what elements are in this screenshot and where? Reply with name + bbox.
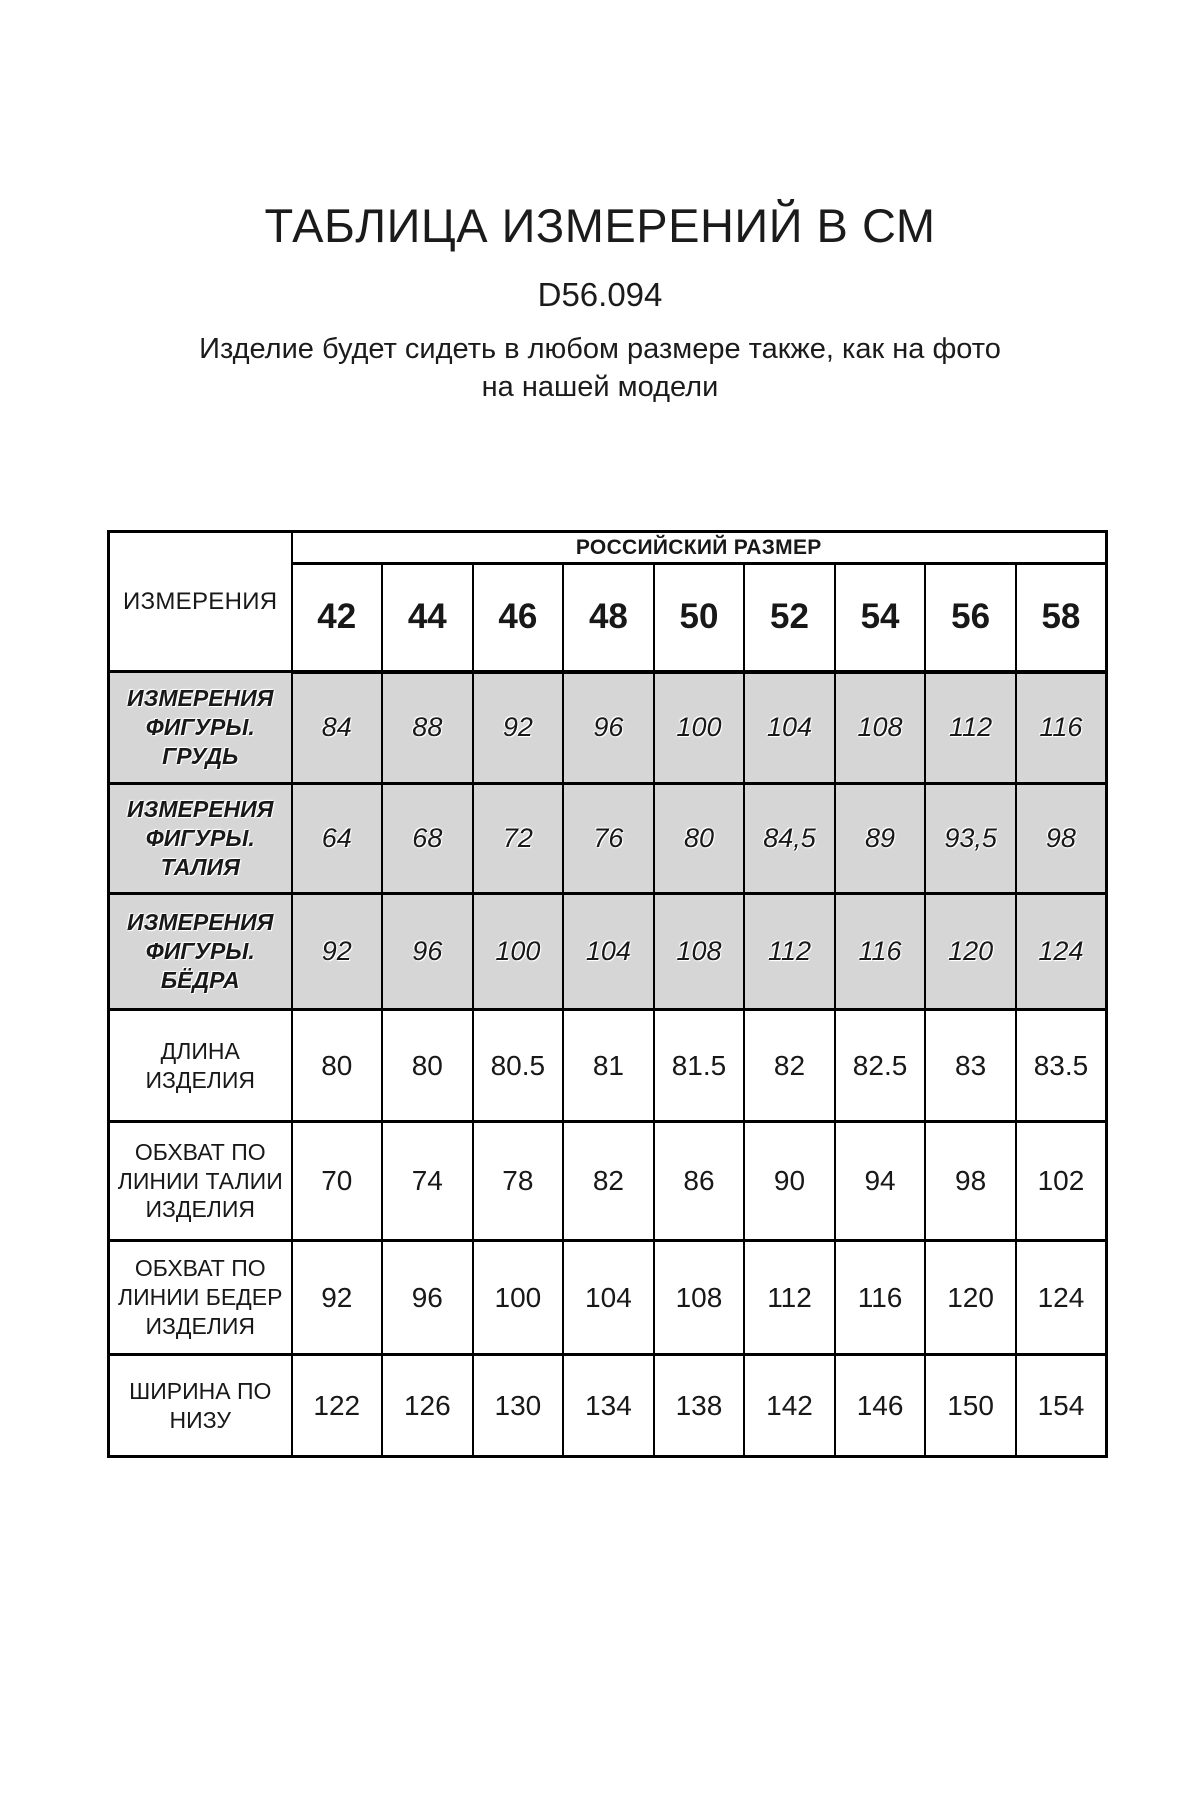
fit-note-text: Изделие будет сидеть в любом размере также, как на фото на нашей модели <box>199 333 1001 404</box>
size-header-44: 44 <box>382 564 473 672</box>
value-cell: 84 <box>292 672 383 784</box>
table-group-header-row <box>109 532 1107 564</box>
value-cell: 78 <box>473 1122 564 1241</box>
value-cell: 104 <box>744 672 835 784</box>
value-cell: 154 <box>1016 1355 1107 1457</box>
value-cell: 100 <box>473 894 564 1010</box>
article-number: D56.094 <box>537 276 663 313</box>
value-cell: 124 <box>1016 894 1107 1010</box>
value-cell: 98 <box>1016 784 1107 894</box>
value-cell: 146 <box>835 1355 926 1457</box>
value-cell: 94 <box>835 1122 926 1241</box>
value-cell: 126 <box>382 1355 473 1457</box>
value-cell: 64 <box>292 784 383 894</box>
russian-size-group-header: РОССИЙСКИЙ РАЗМЕР <box>292 532 1107 564</box>
value-cell: 116 <box>835 1241 926 1355</box>
value-cell: 138 <box>654 1355 745 1457</box>
value-cell: 80 <box>654 784 745 894</box>
size-header-50: 50 <box>654 564 745 672</box>
value-cell: 98 <box>925 1122 1016 1241</box>
value-cell: 82 <box>744 1010 835 1122</box>
row-label: ИЗМЕРЕНИЯ ФИГУРЫ. ТАЛИЯ <box>109 784 292 894</box>
value-cell: 72 <box>473 784 564 894</box>
value-cell: 88 <box>382 672 473 784</box>
value-cell: 134 <box>563 1355 654 1457</box>
value-cell: 89 <box>835 784 926 894</box>
value-cell: 86 <box>654 1122 745 1241</box>
size-header-56: 56 <box>925 564 1016 672</box>
value-cell: 76 <box>563 784 654 894</box>
value-cell: 120 <box>925 1241 1016 1355</box>
value-cell: 124 <box>1016 1241 1107 1355</box>
value-cell: 104 <box>563 1241 654 1355</box>
table-row <box>109 672 1107 784</box>
value-cell: 108 <box>835 672 926 784</box>
value-cell: 93,5 <box>925 784 1016 894</box>
row-label: ОБХВАТ ПО ЛИНИИ БЕДЕР ИЗДЕЛИЯ <box>109 1241 292 1355</box>
value-cell: 82 <box>563 1122 654 1241</box>
value-cell: 116 <box>1016 672 1107 784</box>
row-label: ОБХВАТ ПО ЛИНИИ ТАЛИИ ИЗДЕЛИЯ <box>109 1122 292 1241</box>
value-cell: 82.5 <box>835 1010 926 1122</box>
row-label: ШИРИНА ПО НИЗУ <box>109 1355 292 1457</box>
size-table-container <box>107 530 1108 1458</box>
value-cell: 70 <box>292 1122 383 1241</box>
value-cell: 100 <box>473 1241 564 1355</box>
table-row <box>109 1122 1107 1241</box>
row-label: ИЗМЕРЕНИЯ ФИГУРЫ. БЁДРА <box>109 894 292 1010</box>
value-cell: 80.5 <box>473 1010 564 1122</box>
value-cell: 104 <box>563 894 654 1010</box>
value-cell: 142 <box>744 1355 835 1457</box>
value-cell: 112 <box>744 1241 835 1355</box>
value-cell: 108 <box>654 1241 745 1355</box>
table-row <box>109 1241 1107 1355</box>
value-cell: 81 <box>563 1010 654 1122</box>
value-cell: 80 <box>382 1010 473 1122</box>
value-cell: 83.5 <box>1016 1010 1107 1122</box>
value-cell: 92 <box>292 894 383 1010</box>
table-row <box>109 1010 1107 1122</box>
value-cell: 112 <box>744 894 835 1010</box>
row-label: ИЗМЕРЕНИЯ ФИГУРЫ. ГРУДЬ <box>109 672 292 784</box>
value-cell: 81.5 <box>654 1010 745 1122</box>
value-cell: 92 <box>292 1241 383 1355</box>
value-cell: 150 <box>925 1355 1016 1457</box>
value-cell: 122 <box>292 1355 383 1457</box>
value-cell: 90 <box>744 1122 835 1241</box>
size-header-52: 52 <box>744 564 835 672</box>
row-label: ДЛИНА ИЗДЕЛИЯ <box>109 1010 292 1122</box>
value-cell: 130 <box>473 1355 564 1457</box>
table-row <box>109 894 1107 1010</box>
value-cell: 83 <box>925 1010 1016 1122</box>
value-cell: 116 <box>835 894 926 1010</box>
size-header-54: 54 <box>835 564 926 672</box>
value-cell: 112 <box>925 672 1016 784</box>
value-cell: 100 <box>654 672 745 784</box>
value-cell: 74 <box>382 1122 473 1241</box>
value-cell: 96 <box>563 672 654 784</box>
value-cell: 84,5 <box>744 784 835 894</box>
size-header-46: 46 <box>473 564 564 672</box>
measurements-corner-label: ИЗМЕРЕНИЯ <box>109 532 292 672</box>
value-cell: 80 <box>292 1010 383 1122</box>
value-cell: 108 <box>654 894 745 1010</box>
value-cell: 102 <box>1016 1122 1107 1241</box>
value-cell: 96 <box>382 894 473 1010</box>
value-cell: 92 <box>473 672 564 784</box>
size-table <box>107 530 1108 1458</box>
value-cell: 120 <box>925 894 1016 1010</box>
value-cell: 96 <box>382 1241 473 1355</box>
page-title: ТАБЛИЦА ИЗМЕРЕНИЙ В СМ <box>264 199 936 252</box>
table-row <box>109 784 1107 894</box>
table-row <box>109 1355 1107 1457</box>
value-cell: 68 <box>382 784 473 894</box>
size-header-58: 58 <box>1016 564 1107 672</box>
size-header-48: 48 <box>563 564 654 672</box>
size-header-42: 42 <box>292 564 383 672</box>
